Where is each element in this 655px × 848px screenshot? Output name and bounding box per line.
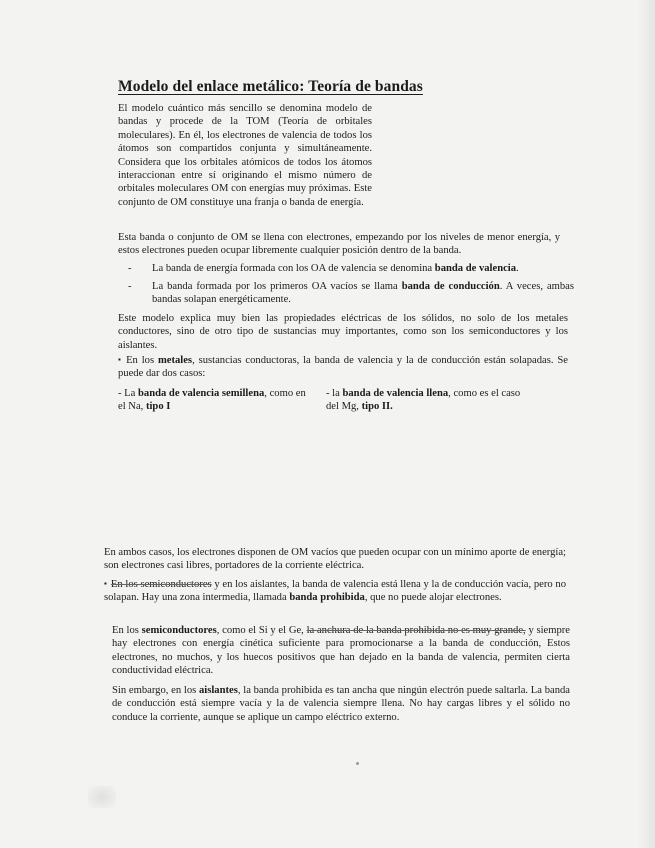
text-run: , como en el Na, (118, 388, 306, 413)
bullet-text-start: La banda de energía formada con los OA de valencia se denomina (152, 263, 433, 274)
model-explanation-paragraph: Este modelo explica muy bien las propiedades eléctricas de los sólidos, no solo de los metales conductores, sino de otro tipo de sustancias muy importantes, como son los semiconductores y los aislantes. (118, 313, 568, 351)
text-run: En los (112, 625, 139, 636)
intro-paragraph: El modelo cuántico más sencillo se denomina modelo de bandas y procede de la TOM (Teoría de orbitales moleculares). En él, los electrones de valencia de todos los átomos son compartidos conjunta y simultáneamente. Considera que los orbitales atómicos de todos los átomos interaccionan entre sí originando el mismo número de orbitales moleculares OM con energías muy próximas. Este conjunto de OM constituye una franja o banda de energía. (118, 103, 372, 208)
square-bullet-icon: ▪ (104, 579, 107, 588)
semiconductors-paragraph (112, 624, 570, 678)
bullet-text (152, 262, 574, 275)
text-run: y siempre hay electrones con energía cinética suficiente para promocionarse a la banda de conducción, Estos electrones, no muchos, y los huecos positivos que han dejado en la banda de valencia, permiten cierta conductividad eléctrica. (112, 625, 571, 677)
term-valence-band: banda de valencia (434, 263, 517, 274)
text-run: , como el Si y el Ge, (216, 625, 304, 636)
text-run: , la banda prohibida es tan ancha que ningún electrón puede saltarla. La banda de conducción está siempre vacía y la de valencia siempre llena. No hay cargas libres y el sólido no conduce la corriente, aunque se aplique un campo eléctrico externo. (112, 685, 570, 723)
bullet-text-end: . (516, 263, 519, 274)
term-half-filled-band: banda de valencia semillena (138, 388, 265, 399)
bullet-dash: - (128, 263, 132, 274)
metals-paragraph (118, 354, 568, 381)
scan-smudge (88, 786, 116, 808)
bullet-text (152, 280, 574, 307)
bullet-text-start: La banda formada por los primeros OA vacíos se llama (152, 281, 398, 292)
square-bullet-icon: ▪ (118, 355, 123, 364)
term-semiconductors: semiconductores (141, 625, 217, 636)
text-run: y en los aislantes, la banda de valencia está llena y la de conducción vacía, pero no solapan. Hay una zona intermedia, llamada (104, 579, 566, 604)
text-run: , que no puede alojar electrones. (364, 592, 502, 604)
bullet-valence-band (128, 262, 574, 276)
term-metals: metales (157, 355, 193, 366)
bullet-conduction-band (128, 280, 574, 308)
case-type-one (118, 387, 308, 414)
term-full-band: banda de valencia llena (342, 388, 449, 399)
term-forbidden-band: banda prohibida (289, 592, 365, 604)
bullet-text-end: . A veces, ambas bandas solapan energéticamente. (152, 281, 575, 306)
insulators-paragraph (112, 684, 570, 724)
text-run: - La (118, 388, 136, 399)
text-run: , como es el caso del Mg, (326, 388, 521, 413)
bullet-dash: - (128, 281, 132, 292)
both-cases-paragraph: En ambos casos, los electrones disponen de OM vacíos que pueden ocupar con un mínimo aporte de energía; son electrones casi libres, portadores de la corriente eléctrica. (104, 547, 566, 572)
term-type-two: tipo II. (361, 401, 393, 413)
scan-speck (356, 762, 359, 765)
text-run: Sin embargo, en los (112, 685, 197, 696)
band-filling-paragraph: Esta banda o conjunto de OM se llena con electrones, empezando por los niveles de menor energía, y estos electrones pueden ocupar libremente cualquier posición dentro de la banda. (118, 232, 560, 257)
term-insulators: aislantes (199, 685, 238, 696)
text-run: - la (326, 388, 340, 399)
term-conduction-band: banda de conducción (401, 281, 500, 292)
struck-text: la anchura de la banda prohibida no es muy grande, (306, 625, 526, 636)
page-title: Modelo del enlace metálico: Teoría de bandas (118, 78, 423, 95)
text-run: , sustancias conductoras, la banda de valencia y la de conducción están solapadas. Se puede dar dos casos: (118, 355, 568, 380)
text-run: En los (126, 355, 155, 366)
semiconductors-insulators-paragraph (104, 578, 566, 605)
struck-text: En los semiconductores (110, 579, 212, 590)
case-type-two (326, 387, 526, 414)
term-type-one: tipo I (145, 401, 171, 413)
